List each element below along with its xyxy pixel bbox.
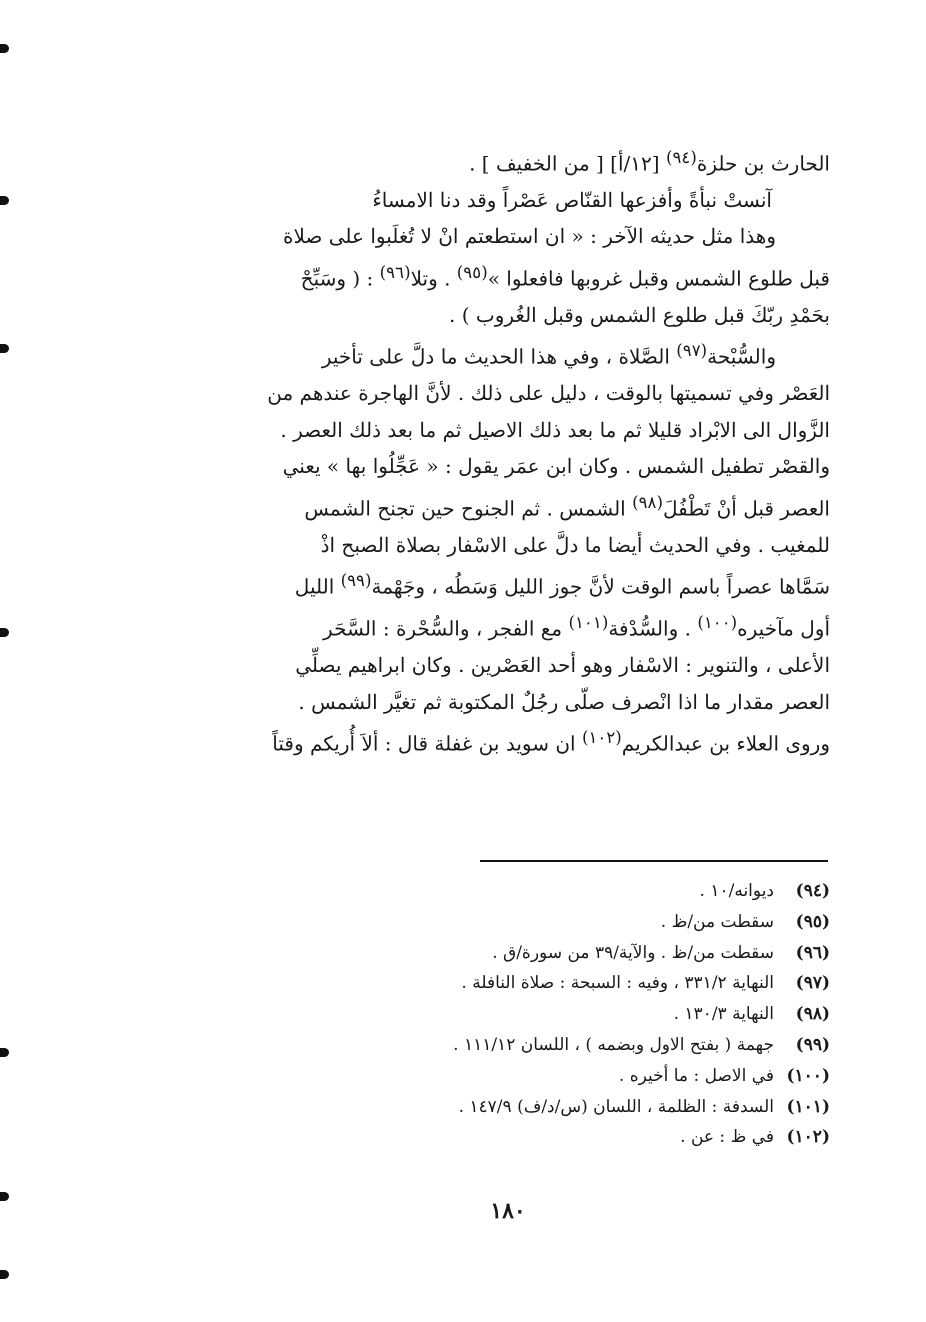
text-line: الأعلى ، والتنوير : الاسْفار وهو أحد العَصْرين . وكان ابراهيم يصلِّي (295, 653, 830, 678)
text-line: والقصْر تطفيل الشمس . وكان ابن عمَر يقول : « عَجِّلُوا بها » يعني (282, 454, 830, 479)
footnote-text: النهاية ١٣٠/٣ . (673, 1004, 774, 1025)
footnote-text: في ظ : عن . (680, 1127, 774, 1148)
footnote-number: (٩٧) (795, 973, 830, 994)
footnote-item (290, 968, 830, 999)
text-line: الحارث بن حلزة$^{(٩٤)}$ [١٢/أ] [ من الخفيف ] . (469, 148, 830, 176)
footnote-text: في الاصل : ما أخيره . (618, 1065, 774, 1086)
footnote-item (290, 999, 830, 1030)
footnote-item (290, 1030, 830, 1061)
footnote-number: (٩٥) (795, 911, 830, 932)
footnote-number: (١٠٢) (786, 1127, 830, 1148)
footnote-text: ديوانه/١٠ . (699, 881, 774, 901)
scan-edge-mark (0, 1048, 9, 1057)
main-text-block (170, 140, 830, 762)
text-line: الزَّوال الى الابْراد قليلا ثم ما بعد ذلك الاصيل ثم ما بعد ذلك العصر . (280, 417, 830, 442)
text-line: العصر قبل أنْ تَطْفُلَ$^{(٩٨)}$ الشمس . ثم الجنوح حين تجنح الشمس (304, 492, 830, 521)
footnote-text: جهمة ( بفتح الاول وبضمه ) ، اللسان ١١١/١٢ . (453, 1034, 774, 1055)
text-line: للمغيب . وفي الحديث أيضا ما دلَّ على الاسْفار بصلاة الصبح اذْ (320, 532, 830, 557)
footnote-separator (480, 860, 828, 862)
footnote-item (290, 876, 830, 907)
scan-edge-mark (0, 344, 9, 353)
text-line: العصر مقدار ما اذا انْصرف صلّى رجُلٌ المكتوبة ثم تغيَّر الشمس . (298, 689, 830, 714)
footnote-item (290, 1092, 830, 1123)
footnote-item (290, 907, 830, 938)
text-line: أول مآخيره$^{(١٠٠)}$ . والسُّدْفة$^{(١٠١)}$ مع الفجر ، والسُّحْرة : السَّحَر (323, 613, 830, 641)
footnote-text: السدفة : الظلمة ، اللسان (س/د/ف) ١٤٧/٩ . (458, 1096, 774, 1117)
footnote-number: (٩٨) (795, 1004, 830, 1025)
footnote-number: (٩٦) (795, 942, 830, 963)
poetry-verse: آنستْ نبأةً وأفزعها القنّاص عَصْراً وقد دنا الامساءُ (372, 188, 772, 213)
footnote-item (290, 938, 830, 969)
footnote-item (290, 1122, 830, 1153)
footnote-number: (١٠١) (786, 1096, 830, 1117)
page-number: ١٨٠ (490, 1198, 526, 1224)
text-line: قبل طلوع الشمس وقبل غروبها فافعلوا »$^{(٩٥)}$ . وتلا$^{(٩٦)}$ : ( وسَبِّحْ (300, 262, 830, 291)
text-line: وهذا مثل حديثه الآخر : « ان استطعتم انْ لا تُغلَبوا على صلاة (283, 224, 776, 249)
scan-edge-mark (0, 44, 9, 53)
footnotes (290, 876, 830, 1153)
scan-edge-mark (0, 628, 9, 637)
text-line: والسُّبْحة$^{(٩٧)}$ الصَّلاة ، وفي هذا الحديث ما دلَّ على تأخير (321, 341, 776, 369)
footnote-number: (١٠٠) (786, 1065, 830, 1086)
footnote-text: سقطت من/ظ . والآية/٣٩ من سورة/ق . (492, 942, 774, 963)
scan-edge-mark (0, 1270, 9, 1279)
footnote-number: (٩٤) (795, 881, 830, 901)
footnote-text: سقطت من/ظ . (660, 911, 774, 932)
text-line: العَصْر وفي تسميتها بالوقت ، دليل على ذلك . لأنَّ الهاجرة عندهم من (267, 381, 830, 406)
text-line: بحَمْدِ ربّكَ قبل طلوع الشمس وقبل الغُروب ) . (449, 302, 830, 327)
text-line: وروى العلاء بن عبدالكريم$^{(١٠٢)}$ ان سويد بن غفلة قال : ألاَ أُريكم وقتاً (272, 728, 830, 756)
footnote-item (290, 1061, 830, 1092)
text-line: سَمَّاها عصراً باسم الوقت لأنَّ جوز الليل وَسَطُه ، وجَهْمة$^{(٩٩)}$ الليل (294, 571, 830, 599)
footnote-number: (٩٩) (795, 1034, 830, 1055)
footnote-text: النهاية ٣٣١/٢ ، وفيه : السبحة : صلاة النافلة . (461, 973, 774, 994)
scan-edge-mark (0, 196, 9, 205)
